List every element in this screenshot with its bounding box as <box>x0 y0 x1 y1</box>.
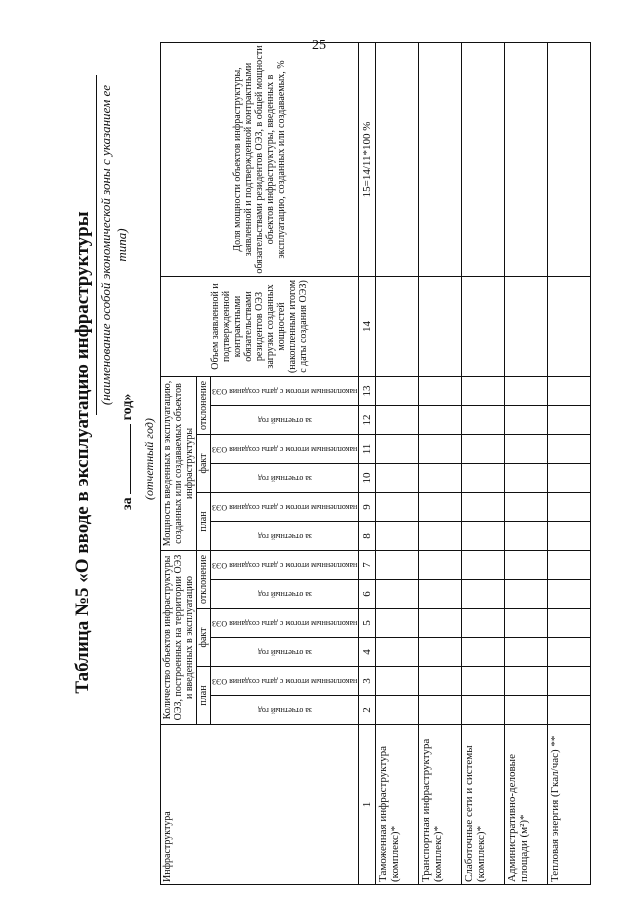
period-suffix: год» <box>120 393 135 421</box>
col-number: 8 <box>359 521 376 550</box>
table-row <box>419 42 462 884</box>
header-leaf-cumulative: накопленным итогом с даты создания ОЭЗ <box>211 609 359 638</box>
table-row <box>376 42 419 884</box>
header-fact: факт <box>197 609 211 667</box>
header-leaf-period: за отчетный год <box>211 521 359 550</box>
col-number: 12 <box>359 405 376 434</box>
year-blank <box>130 424 131 494</box>
header-leaf-cumulative: накопленным итогом с даты создания ОЭЗ <box>211 376 359 405</box>
header-object-count: Количество объектов инфраструктуры ОЭЗ, построенных на территории ОЭЗ и введенных в эксплуатацию <box>161 550 197 724</box>
col-number: 9 <box>359 492 376 521</box>
period-prefix: за <box>120 497 135 510</box>
row-label: Административно-деловые площади (м²)* <box>505 725 548 885</box>
col-number: 3 <box>359 667 376 696</box>
col-number: 6 <box>359 580 376 609</box>
year-hint: (отчетный год) <box>142 418 156 500</box>
row-label: Тепловая энергия (Гкал/час) ** <box>548 725 591 885</box>
reporting-year-line <box>120 394 136 510</box>
col-number: 2 <box>359 696 376 725</box>
header-deviation: отклонение <box>197 550 211 608</box>
col-number: 15=14/11*100 % <box>359 42 376 276</box>
page-number: 25 <box>312 38 326 53</box>
header-leaf-period: за отчетный год <box>211 696 359 725</box>
table-row <box>548 42 591 884</box>
infrastructure-table <box>160 42 591 885</box>
header-deviation: отклонение <box>197 376 211 434</box>
col-number: 11 <box>359 434 376 463</box>
table-row <box>505 42 548 884</box>
column-numbers-row <box>359 42 376 884</box>
header-leaf-cumulative: накопленным итогом с даты создания ОЭЗ <box>211 550 359 579</box>
col-number: 7 <box>359 550 376 579</box>
header-plan: план <box>197 667 211 725</box>
col-number: 10 <box>359 463 376 492</box>
header-volume: Объем заявленной и подтвержденной контрактными обязательствами резидентов ОЭЗ загрузки созданных мощностей (накопленным итогом с даты создания ОЭЗ) <box>161 276 359 376</box>
header-leaf-period: за отчетный год <box>211 463 359 492</box>
table-title: Таблица №5 «О вводе в эксплуатацию инфраструктуры <box>72 211 93 694</box>
col-number: 13 <box>359 376 376 405</box>
header-leaf-cumulative: накопленным итогом с даты создания ОЭЗ <box>211 492 359 521</box>
row-label: Таможенная инфраструктура (комплекс)* <box>376 725 419 885</box>
col-number: 5 <box>359 609 376 638</box>
row-label: Слаботочные сети и системы (комплекс)* <box>462 725 505 885</box>
col-number: 4 <box>359 638 376 667</box>
row-label: Транспортная инфраструктура (комплекс)* <box>419 725 462 885</box>
col-number: 14 <box>359 276 376 376</box>
zone-name-caption: (наименование особой экономической зоны с указанием ее типа) <box>96 75 130 415</box>
header-leaf-cumulative: накопленным итогом с даты создания ОЭЗ <box>211 667 359 696</box>
header-fact: факт <box>197 434 211 492</box>
header-infrastructure: Инфраструктура <box>161 725 359 885</box>
header-share: Доля мощности объектов инфраструктуры, заявленной и подтвержденной контрактными обязательствами резидентов ОЭЗ, в общей мощности объектов инфраструктуры, введенных в эксплуатацию, созданных или создаваемых, % <box>161 42 359 276</box>
header-leaf-period: за отчетный год <box>211 638 359 667</box>
table-row <box>462 42 505 884</box>
header-leaf-period: за отчетный год <box>211 580 359 609</box>
header-leaf-cumulative: накопленным итогом с даты создания ОЭЗ <box>211 434 359 463</box>
header-plan: план <box>197 492 211 550</box>
col-number: 1 <box>359 725 376 885</box>
header-leaf-period: за отчетный год <box>211 405 359 434</box>
header-capacity: Мощность введенных в эксплуатацию, созданных или создаваемых объектов инфраструктуры <box>161 376 197 550</box>
